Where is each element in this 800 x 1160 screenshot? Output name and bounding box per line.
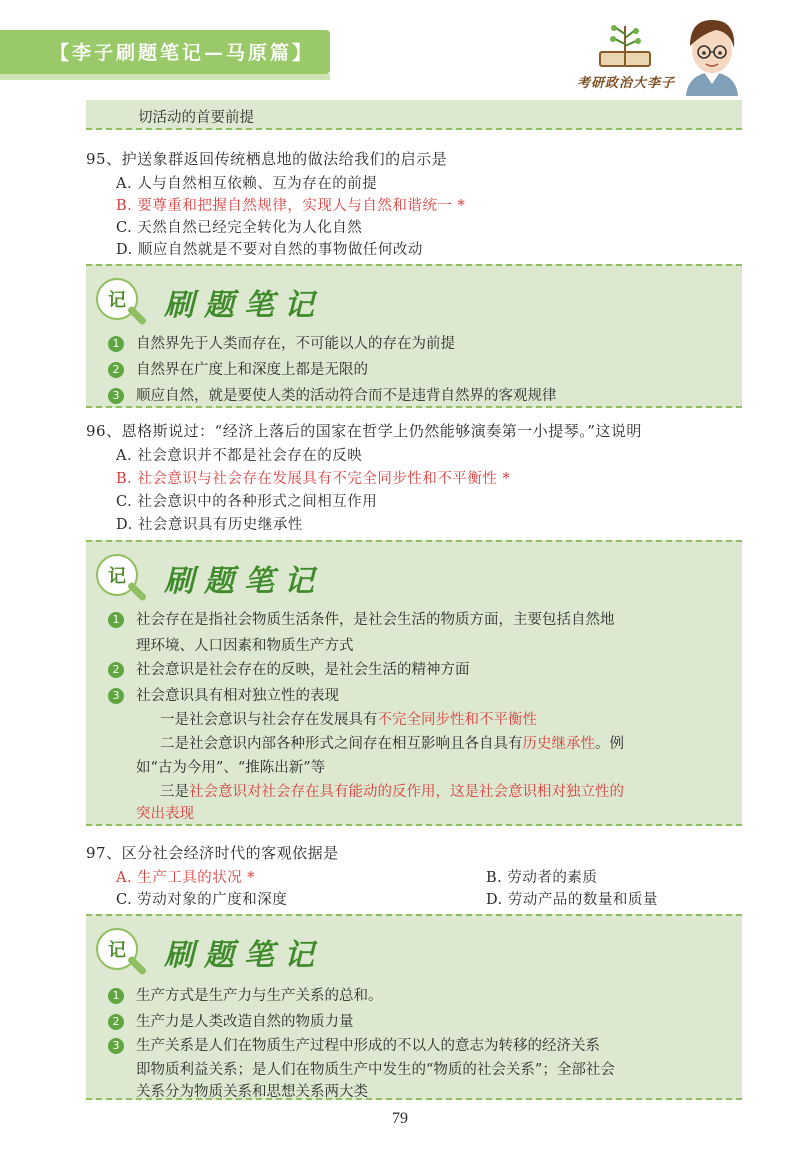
note-continuation: 理环境、人口因素和物质生产方式 [136,638,354,654]
page-number: 79 [392,1110,408,1127]
note-item: 3 顺应自然，就是要使人类的活动符合而不是违背自然界的客观规律 [108,384,557,405]
q97-option-c: C. 劳动对象的广度和深度 [116,892,288,908]
note-item: 2 生产力是人类改造自然的物质力量 [108,1010,354,1031]
number-2-icon: 2 [108,362,124,378]
note-continuation: 关系分为物质关系和思想关系两大类 [136,1084,368,1100]
magnifier-note-icon: 记 [96,928,138,970]
header-title: 【李子刷题笔记—马原篇】 [50,42,315,64]
q95-option-b-correct: B. 要尊重和把握自然规律，实现人与自然和谐统一 * [116,198,466,214]
brand-name: 考研政治大李子 [577,76,676,91]
magnifier-note-icon: 记 [96,554,138,596]
q97-option-d: D. 劳动产品的数量和质量 [486,892,658,908]
number-2-icon: 2 [108,1014,124,1030]
number-1-icon: 1 [108,336,124,352]
question-97: 97、区分社会经济时代的客观依据是 [86,844,339,862]
book-tree-logo-icon [596,22,654,70]
note-item: 2 自然界在广度上和深度上都是无限的 [108,358,368,379]
q97-option-b: B. 劳动者的素质 [486,870,598,886]
note-sub-point-1: 一是社会意识与社会存在发展具有不完全同步性和不平衡性 [160,712,537,728]
note-item: 2 社会意识是社会存在的反映，是社会生活的精神方面 [108,658,470,679]
magnifier-note-icon: 记 [96,278,138,320]
number-3-icon: 3 [108,1038,124,1054]
number-1-icon: 1 [108,988,124,1004]
number-1-icon: 1 [108,612,124,628]
q95-option-a: A. 人与自然相互依赖、互为存在的前提 [116,176,378,192]
note-item: 1 生产方式是生产力与生产关系的总和。 [108,984,383,1005]
number-3-icon: 3 [108,388,124,404]
note-sub-point-3-cont: 突出表现 [136,806,194,822]
note-item: 3 生产关系是人们在物质生产过程中形成的不以人的意志为转移的经济关系 [108,1034,600,1055]
avatar [676,12,748,96]
q96-option-d: D. 社会意识具有历史继承性 [116,517,303,533]
note-title: 刷题笔记 [164,938,324,973]
number-3-icon: 3 [108,688,124,704]
note-sub-point-2: 二是社会意识内部各种形式之间存在相互影响且各自具有历史继承性。例 [160,736,624,752]
q96-option-b-correct: B. 社会意识与社会存在发展具有不完全同步性和不平衡性 * [116,471,511,487]
q95-option-d: D. 顺应自然就是不要对自然的事物做任何改动 [116,242,423,258]
note-item: 1 社会存在是指社会物质生活条件，是社会生活的物质方面，主要包括自然地 [108,608,615,629]
question-95: 95、护送象群返回传统栖息地的做法给我们的启示是 [86,150,448,168]
question-96: 96、恩格斯说过：“经济上落后的国家在哲学上仍然能够演奏第一小提琴。”这说明 [86,422,642,440]
note-item: 1 自然界先于人类而存在，不可能以人的存在为前提 [108,332,455,353]
q96-option-a: A. 社会意识并不都是社会存在的反映 [116,448,363,464]
q96-option-c: C. 社会意识中的各种形式之间相互作用 [116,494,378,510]
note-sub-point-3: 三是社会意识对社会存在具有能动的反作用，这是社会意识相对独立性的 [160,784,624,800]
previous-note-text: 切活动的首要前提 [138,110,254,126]
number-2-icon: 2 [108,662,124,678]
note-box-97 [86,914,742,1100]
note-title: 刷题笔记 [164,288,324,323]
note-sub-point-2-cont: 如“古为今用”、“推陈出新”等 [136,760,326,776]
note-continuation: 即物质利益关系；是人们在物质生产中发生的“物质的社会关系”；全部社会 [136,1062,615,1078]
q97-option-a-correct: A. 生产工具的状况 * [116,870,256,886]
q95-option-c: C. 天然自然已经完全转化为人化自然 [116,220,363,236]
note-box-96 [86,540,742,826]
note-title: 刷题笔记 [164,564,324,599]
note-item: 3 社会意识具有相对独立性的表现 [108,684,339,705]
note-box-95 [86,264,742,408]
